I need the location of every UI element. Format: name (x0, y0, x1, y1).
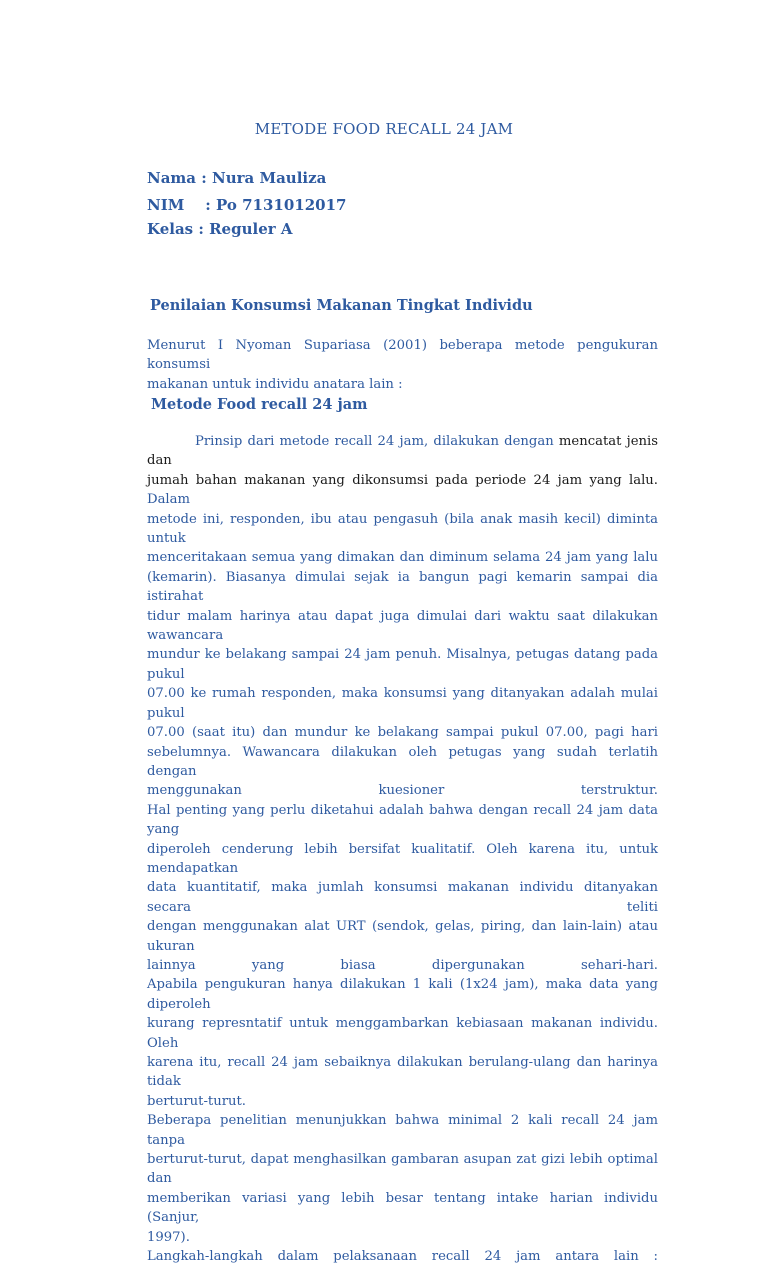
body-text-highlight: jumah bahan makanan yang dikonsumsi pada periode 24 jam yang lalu. (147, 472, 658, 488)
intro-line: Menurut I Nyoman Supariasa (2001) beberapa metode pengukuran konsumsi (147, 338, 658, 373)
body-line: lainnya yang biasa dipergunakan sehari-hari. (147, 957, 658, 973)
body-line: kurang represntatif untuk menggambarkan kebiasaan makanan individu. Oleh (147, 1016, 658, 1051)
body-line (147, 471, 658, 510)
body-line: Apabila pengukuran hanya dilakukan 1 kali (1x24 jam), maka data yang diperoleh (147, 977, 658, 1012)
body-line: 1997). (147, 1229, 190, 1245)
body-line (147, 432, 658, 471)
body-line: tidur malam harinya atau dapat juga dimulai dari waktu saat dilakukan wawancara (147, 608, 658, 644)
body-line: berturut-turut. (147, 1093, 246, 1109)
method-heading: Metode Food recall 24 jam (151, 396, 368, 413)
intro-line: makanan untuk individu anatara lain : (147, 376, 403, 392)
body-text-highlight: mencatat jenis dan (147, 434, 658, 469)
body-line: mundur ke belakang sampai 24 jam penuh. Misalnya, petugas datang pada pukul (147, 647, 658, 682)
body-line: diperoleh cenderung lebih bersifat kualitatif. Oleh karena itu, untuk mendapatkan (147, 841, 658, 876)
student-name: Nama : Nura Mauliza (147, 169, 327, 187)
body-text: Dalam (147, 492, 191, 508)
body-line: memberikan variasi yang lebih besar tentang intake harian individu (Sanjur, (147, 1190, 658, 1226)
intro-paragraph (147, 336, 658, 394)
body-text-start: Prinsip dari metode recall 24 jam, dilakukan dengan (195, 434, 559, 449)
section-heading: Penilaian Konsumsi Makanan Tingkat Individu (150, 297, 533, 314)
body-line: data kuantitatif, maka jumlah konsumsi makanan individu ditanyakan secara teliti (147, 880, 658, 915)
student-class: Kelas : Reguler A (147, 220, 293, 238)
body-line: berturut-turut, dapat menghasilkan gambaran asupan zat gizi lebih optimal dan (147, 1152, 658, 1187)
student-nim: NIM : Po 7131012017 (147, 196, 347, 214)
body-line: 07.00 ke rumah responden, maka konsumsi yang ditanyakan adalah mulai pukul (147, 686, 658, 721)
body-line: Langkah-langkah dalam pelaksanaan recall 24 jam antara lain : (147, 1249, 658, 1265)
body-line: sebelumnya. Wawancara dilakukan oleh petugas yang sudah terlatih dengan (147, 744, 658, 779)
method-body (147, 432, 658, 1266)
body-line: Beberapa penelitian menunjukkan bahwa minimal 2 kali recall 24 jam tanpa (147, 1113, 658, 1148)
body-line: menceritakaan semua yang dimakan dan diminum selama 24 jam yang lalu (147, 550, 658, 566)
body-line: Hal penting yang perlu diketahui adalah bahwa dengan recall 24 jam data yang (147, 802, 658, 838)
body-line: 07.00 (saat itu) dan mundur ke belakang sampai pukul 07.00, pagi hari (147, 725, 658, 741)
body-line: (kemarin). Biasanya dimulai sejak ia bangun pagi kemarin sampai dia istirahat (147, 569, 658, 605)
body-line: metode ini, responden, ibu atau pengasuh (bila anak masih kecil) diminta untuk (147, 511, 658, 547)
body-line: menggunakan kuesioner terstruktur. (147, 783, 658, 799)
body-line: karena itu, recall 24 jam sebaiknya dilakukan berulang-ulang dan harinya tidak (147, 1055, 658, 1090)
document-title: METODE FOOD RECALL 24 JAM (254, 120, 514, 138)
body-line: dengan menggunakan alat URT (sendok, gelas, piring, dan lain-lain) atau ukuran (147, 919, 658, 954)
